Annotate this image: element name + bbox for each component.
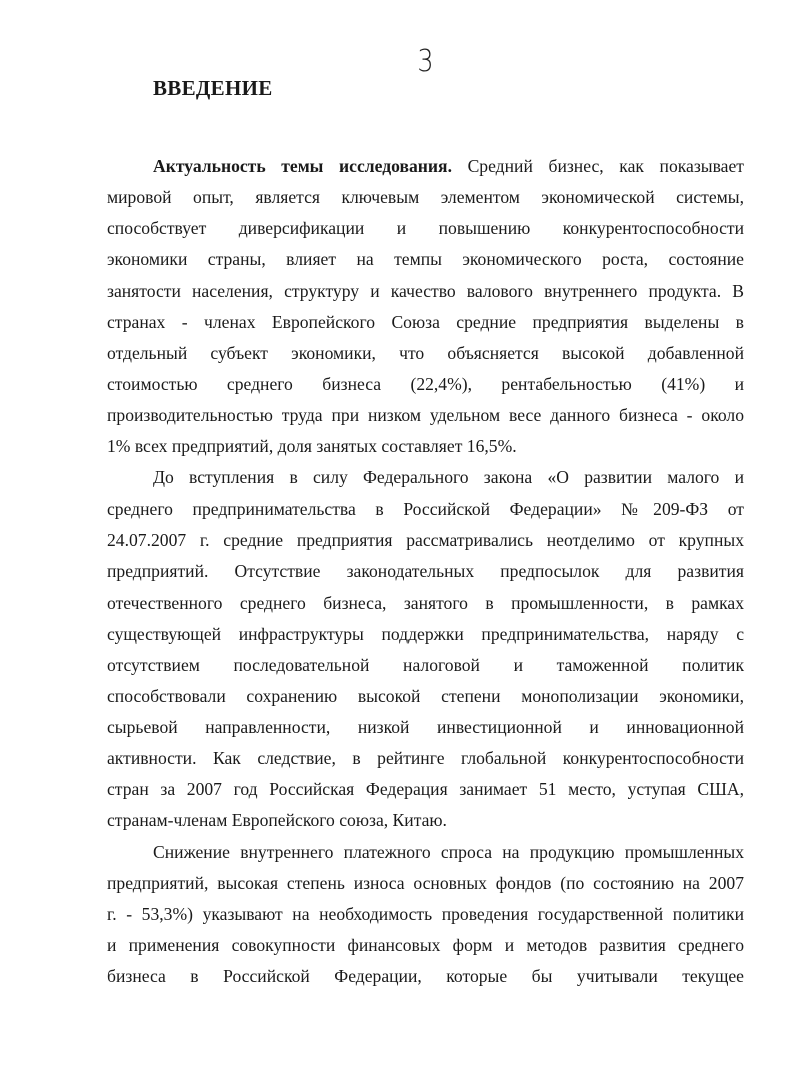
- text-line: активности. Как следствие, в рейтинге глобальной конкурентоспособности: [107, 748, 744, 768]
- text-line: способствовали сохранению высокой степени монополизации экономики,: [107, 686, 744, 706]
- bold-lead: Актуальность темы исследования.: [153, 156, 452, 176]
- text-line: стран за 2007 год Российская Федерация занимает 51 место, уступая США,: [107, 779, 744, 799]
- text-line: странам-членам Европейского союза, Китаю.: [107, 810, 447, 830]
- text-line: странах - членах Европейского Союза средние предприятия выделены в: [107, 312, 744, 332]
- text-line: существующей инфраструктуры поддержки предпринимательства, наряду с: [107, 624, 744, 644]
- text-line: среднего предпринимательства в Российской Федерации» №209-ФЗ от: [107, 499, 744, 519]
- text-line: предприятий. Отсутствие законодательных предпосылок для развития: [107, 561, 744, 581]
- text-line: Актуальность темы исследования. Средний бизнес, как показывает: [153, 156, 744, 176]
- text-line: способствует диверсификации и повышению конкурентоспособности: [107, 218, 744, 238]
- text-line: экономики страны, влияет на темпы экономического роста, состояние: [107, 249, 744, 269]
- text-line: Снижение внутреннего платежного спроса на продукцию промышленных: [153, 842, 744, 862]
- text-line: предприятий, высокая степень износа основных фондов (по состоянию на 2007: [107, 873, 744, 893]
- text-line: и применения совокупности финансовых форм и методов развития среднего: [107, 935, 744, 955]
- text-line: 24.07.2007 г. средние предприятия рассматривались неотделимо от крупных: [107, 530, 744, 550]
- section-heading: ВВЕДЕНИЕ: [153, 76, 273, 100]
- text-line: г. - 53,3%) указывают на необходимость проведения государственной политики: [107, 904, 744, 924]
- handwritten-page-number: 3: [417, 44, 434, 79]
- text-line: отдельный субъект экономики, что объясняется высокой добавленной: [107, 343, 744, 363]
- text-line: До вступления в силу Федерального закона «О развитии малого и: [153, 467, 744, 487]
- text-line: отсутствием последовательной налоговой и таможенной политик: [107, 655, 744, 675]
- text-line: бизнеса в Российской Федерации, которые бы учитывали текущее: [107, 966, 744, 986]
- text-line: стоимостью среднего бизнеса (22,4%), рентабельностью (41%) и: [107, 374, 744, 394]
- text-line: отечественного среднего бизнеса, занятого в промышленности, в рамках: [107, 593, 744, 613]
- text-line: сырьевой направленности, низкой инвестиционной и инновационной: [107, 717, 744, 737]
- text-line: мировой опыт, является ключевым элементом экономической системы,: [107, 187, 744, 207]
- text-line: 1% всех предприятий, доля занятых составляет 16,5%.: [107, 436, 517, 456]
- text-line: занятости населения, структуру и качество валового внутреннего продукта. В: [107, 281, 744, 301]
- text-line: производительностью труда при низком удельном весе данного бизнеса - около: [107, 405, 744, 425]
